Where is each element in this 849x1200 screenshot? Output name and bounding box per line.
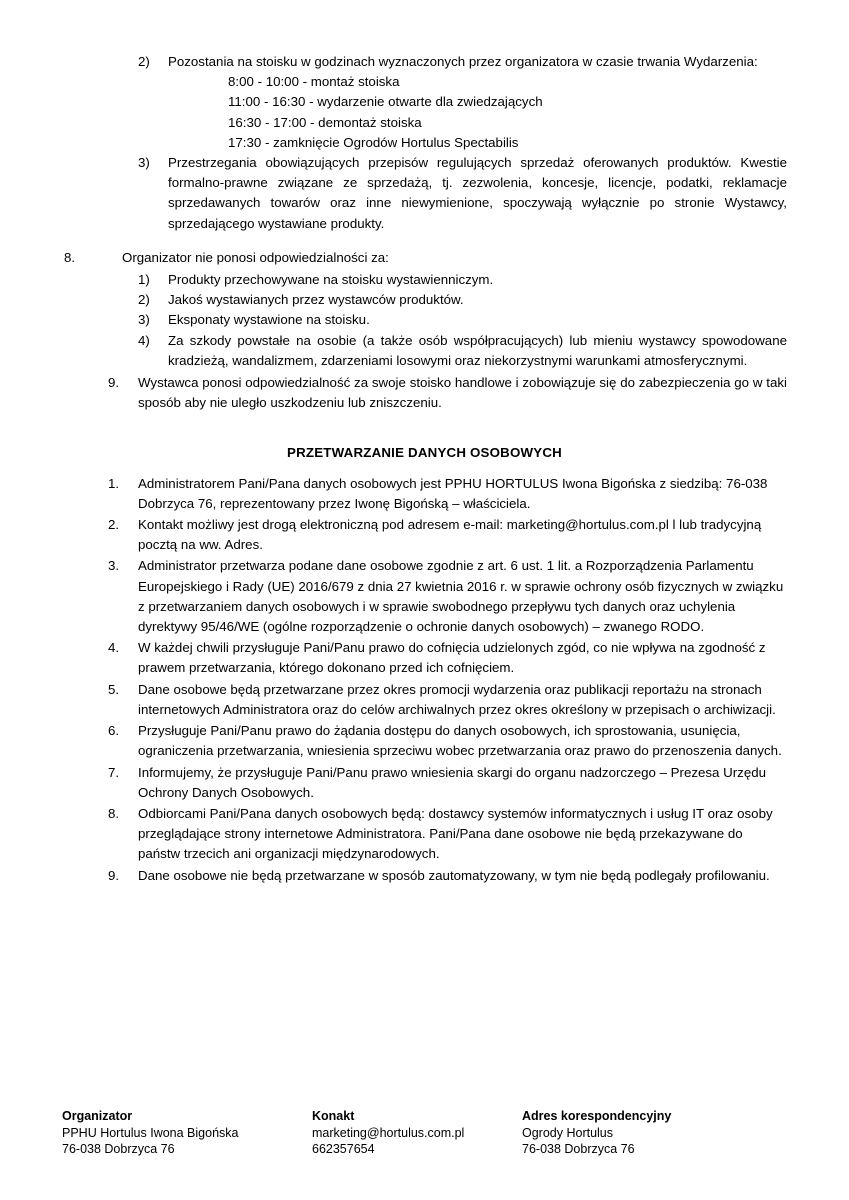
list-marker: 9.	[108, 867, 120, 883]
list-item	[108, 763, 787, 803]
footer-email: marketing@hortulus.com.pl	[312, 1125, 465, 1140]
list-marker: 4.	[108, 640, 120, 656]
rodo-list	[108, 474, 787, 886]
list-marker: 3.	[108, 558, 120, 574]
list-item	[138, 310, 787, 330]
list-item	[138, 52, 787, 72]
list-8-sublist	[138, 270, 787, 371]
list-marker: 2)	[138, 292, 150, 308]
footer-title: Konakt	[312, 1109, 355, 1124]
schedule-item: 16:30 - 17:00 - demontaż stoiska	[228, 114, 422, 130]
list-item	[108, 515, 787, 555]
top-list	[138, 52, 787, 234]
list-item	[138, 270, 787, 290]
list-text: Eksponaty wystawione na stoisku.	[168, 312, 370, 328]
list-marker: 3)	[138, 155, 150, 171]
list-text: Organizator nie ponosi odpowiedzialności za:	[122, 249, 389, 265]
list-marker: 8.	[108, 805, 120, 821]
list-text: Przysługuje Pani/Panu prawo do żądania dostępu do danych osobowych, ich sprostowania, usunięcia, ograniczenia przetwarzania, wniesienia sprzeciwu wobec przetwarzania oraz prawo do przenoszenia danych.	[138, 723, 782, 759]
list-text: Pozostania na stoisku w godzinach wyznaczonych przez organizatora w czasie trwania Wydarzenia:	[168, 54, 758, 69]
list-text: Dane osobowe będą przetwarzane przez okres promocji wydarzenia oraz publikacji reportażu na stronach internetowych Administratora oraz do celów archiwalnych przez okres określony w przepisach o archiwizacji.	[138, 681, 776, 717]
footer-title: Adres korespondencyjny	[522, 1109, 672, 1124]
list-text: Produkty przechowywane na stoisku wystawienniczym.	[168, 272, 494, 288]
list-text: Dane osobowe nie będą przetwarzane w sposób zautomatyzowany, w tym nie będą podlegały profilowaniu.	[138, 867, 770, 883]
list-item	[108, 680, 787, 720]
list-text: Wystawca ponosi odpowiedzialność za swoje stoisko handlowe i zobowiązuje się do zabezpieczenia go w taki sposób aby nie uległo uszkodzeniu lub zniszczeniu.	[138, 375, 787, 411]
list-marker: 7.	[108, 764, 120, 780]
list-item	[138, 331, 787, 371]
list-marker: 1)	[138, 272, 150, 288]
footer-line: 76-038 Dobrzyca 76	[62, 1142, 175, 1157]
list-item-8	[62, 248, 787, 268]
footer-organizer	[62, 1108, 312, 1158]
list-marker: 8.	[64, 249, 76, 265]
list-marker: 6.	[108, 723, 120, 739]
list-text: Odbiorcami Pani/Pana danych osobowych będą: dostawcy systemów informatycznych i usług IT oraz osoby przeglądające strony internetowe Administratora. Pani/Pana dane osobowe nie będą przekazywane do państw trzecich ani organizacji międzynarodowych.	[138, 805, 773, 862]
list-marker: 3)	[138, 312, 150, 328]
footer-line: PPHU Hortulus Iwona Bigońska	[62, 1125, 239, 1140]
list-text: Za szkody powstałe na osobie (a także osób współpracujących) lub mieniu wystawcy spowodowane kradzieżą, wandalizmem, zdarzeniami losowymi oraz niekorzystnymi warunkami atmosferycznymi.	[168, 332, 787, 368]
schedule-item: 11:00 - 16:30 - wydarzenie otwarte dla zwiedzających	[228, 94, 543, 110]
list-marker: 5.	[108, 681, 120, 697]
list-item-9	[108, 373, 787, 413]
list-marker: 2)	[138, 54, 150, 69]
list-item	[138, 153, 787, 234]
footer-contact	[312, 1108, 522, 1158]
footer-line: 76-038 Dobrzyca 76	[522, 1142, 635, 1157]
list-item	[108, 721, 787, 761]
list-text: Jakoś wystawianych przez wystawców produktów.	[168, 292, 464, 308]
footer-line: Ogrody Hortulus	[522, 1125, 614, 1140]
list-marker: 2.	[108, 517, 120, 533]
list-text: Przestrzegania obowiązujących przepisów regulujących sprzedaż oferowanych produktów. Kwestie formalno-prawne związane ze sprzedażą, tj. zezwolenia, koncesje, licencje, podatki, reklamacje sprzedawanych towarów oraz inne niewymienione, spoczywają wyłącznie po stronie Wystawcy, sprzedającego wystawiane produkty.	[168, 155, 787, 231]
list-marker: 1.	[108, 475, 120, 491]
list-text: Administratorem Pani/Pana danych osobowych jest PPHU HORTULUS Iwona Bigońska z siedzibą: 76-038 Dobrzyca 76, reprezentowany przez Iwonę Bigońską – właściciela.	[138, 475, 768, 511]
list-item	[108, 474, 787, 514]
list-item	[138, 290, 787, 310]
list-item	[108, 866, 787, 886]
schedule-item: 8:00 - 10:00 - montaż stoiska	[228, 74, 400, 90]
schedule-item: 17:30 - zamknięcie Ogrodów Hortulus Spectabilis	[228, 134, 519, 150]
list-text: Informujemy, że przysługuje Pani/Panu prawo wniesienia skargi do organu nadzorczego – Prezesa Urzędu Ochrony Danych Osobowych.	[138, 764, 766, 800]
document-footer	[62, 1108, 787, 1158]
list-text: Administrator przetwarza podane dane osobowe zgodnie z art. 6 ust. 1 lit. a Rozporządzenia Parlamentu Europejskiego i Rady (UE) 2016/679 z dnia 27 kwietnia 2016 r. w sprawie ochrony osób fizycznych w związku z przetwarzaniem danych osobowych i w sprawie swobodnego przepływu tych danych oraz uchylenia dyrektywy 95/46/WE (ogólne rozporządzenie o ochronie danych osobowych) – zwanego RODO.	[138, 558, 784, 635]
schedule-list	[228, 72, 787, 153]
list-text: W każdej chwili przysługuje Pani/Panu prawo do cofnięcia udzielonych zgód, co nie wpływa na zgodność z prawem przetwarzania, którego dokonano przed ich cofnięciem.	[138, 640, 766, 676]
list-item	[108, 556, 787, 637]
footer-title: Organizator	[62, 1109, 133, 1124]
footer-correspondence-address	[522, 1108, 787, 1158]
list-marker: 4)	[138, 332, 150, 348]
list-item	[108, 804, 787, 865]
list-text: Kontakt możliwy jest drogą elektroniczną pod adresem e-mail: marketing@hortulus.com.pl l lub tradycyjną pocztą na ww. Adres.	[138, 517, 762, 553]
section-heading: PRZETWARZANIE DANYCH OSOBOWYCH	[287, 445, 562, 461]
list-item	[108, 638, 787, 678]
list-marker: 9.	[108, 375, 120, 391]
footer-phone: 662357654	[312, 1142, 375, 1157]
